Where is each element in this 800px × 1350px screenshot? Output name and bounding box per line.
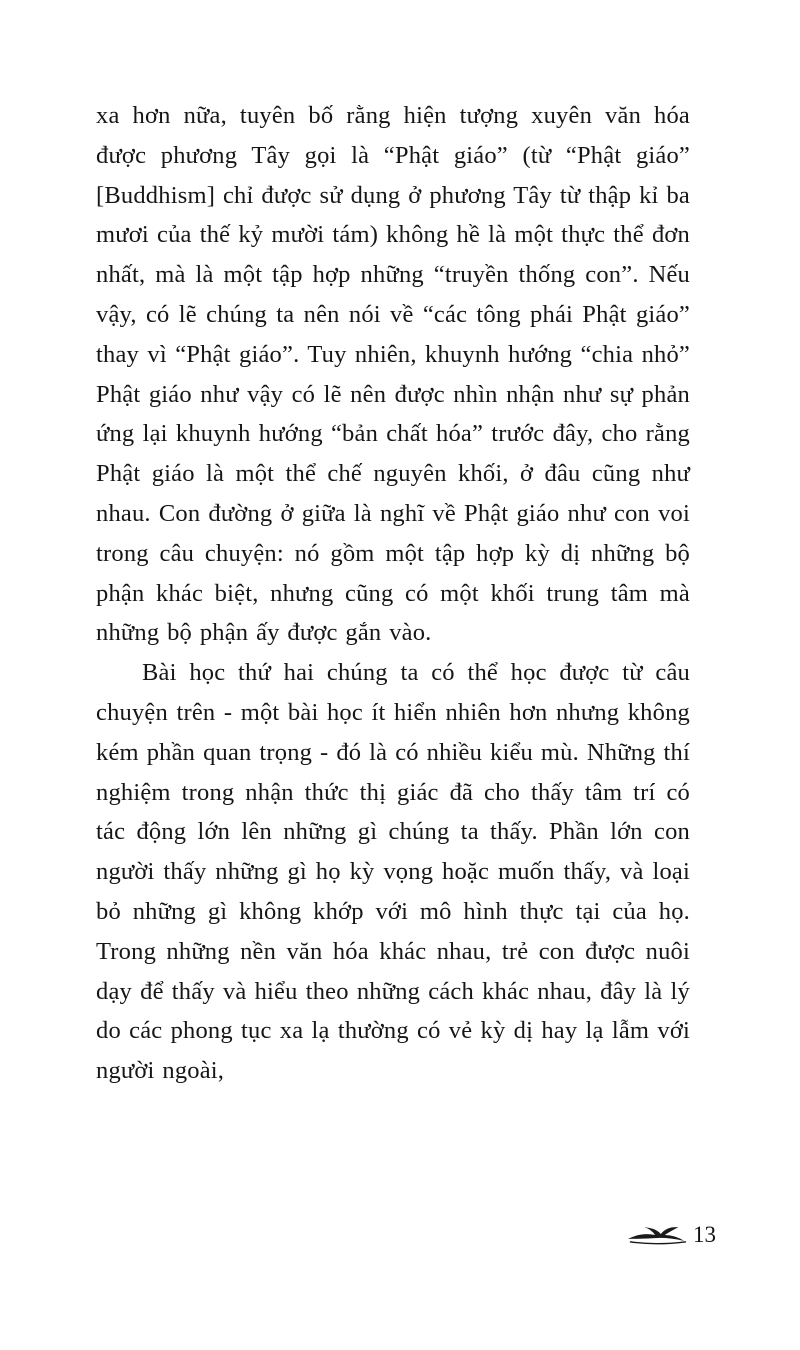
paragraph: Bài học thứ hai chúng ta có thể học được từ câu chuyện trên - một bài học ít hiển nhiên hơn nhưng không kém phần quan trọng - đó là có nhiều kiểu mù. Những thí nghiệm trong nhận thức thị giác đã cho thấy tâm trí có tác động lớn lên những gì chúng ta thấy. Phần lớn con người thấy những gì họ kỳ vọng hoặc muốn thấy, và loại bỏ những gì không khớp với mô hình thực tại của họ. Trong những nền văn hóa khác nhau, trẻ con được nuôi dạy để thấy và hiểu theo những cách khác nhau, đây là lý do các phong tục xa lạ thường có vẻ kỳ dị hay lạ lẫm với người ngoài,: [96, 659, 690, 1085]
page-number: 13: [693, 1222, 716, 1247]
page-text: [96, 96, 690, 1091]
paragraph: xa hơn nữa, tuyên bố rằng hiện tượng xuyên văn hóa được phương Tây gọi là “Phật giáo” (từ “Phật giáo” [Buddhism] chỉ được sử dụng ở phương Tây từ thập kỉ ba mươi của thế kỷ mười tám) không hề là một thực thể đơn nhất, mà là một tập hợp những “truyền thống con”. Nếu vậy, có lẽ chúng ta nên nói về “các tông phái Phật giáo” thay vì “Phật giáo”. Tuy nhiên, khuynh hướng “chia nhỏ” Phật giáo như vậy có lẽ nên được nhìn nhận như sự phản ứng lại khuynh hướng “bản chất hóa” trước đây, cho rằng Phật giáo là một thể chế nguyên khối, ở đâu cũng như nhau. Con đường ở giữa là nghĩ về Phật giáo như con voi trong câu chuyện: nó gồm một tập hợp kỳ dị những bộ phận khác biệt, nhưng cũng có một khối trung tâm mà những bộ phận ấy được gắn vào.: [96, 102, 690, 647]
bird-sketch-icon: [626, 1222, 688, 1248]
page-footer: [626, 1222, 716, 1248]
